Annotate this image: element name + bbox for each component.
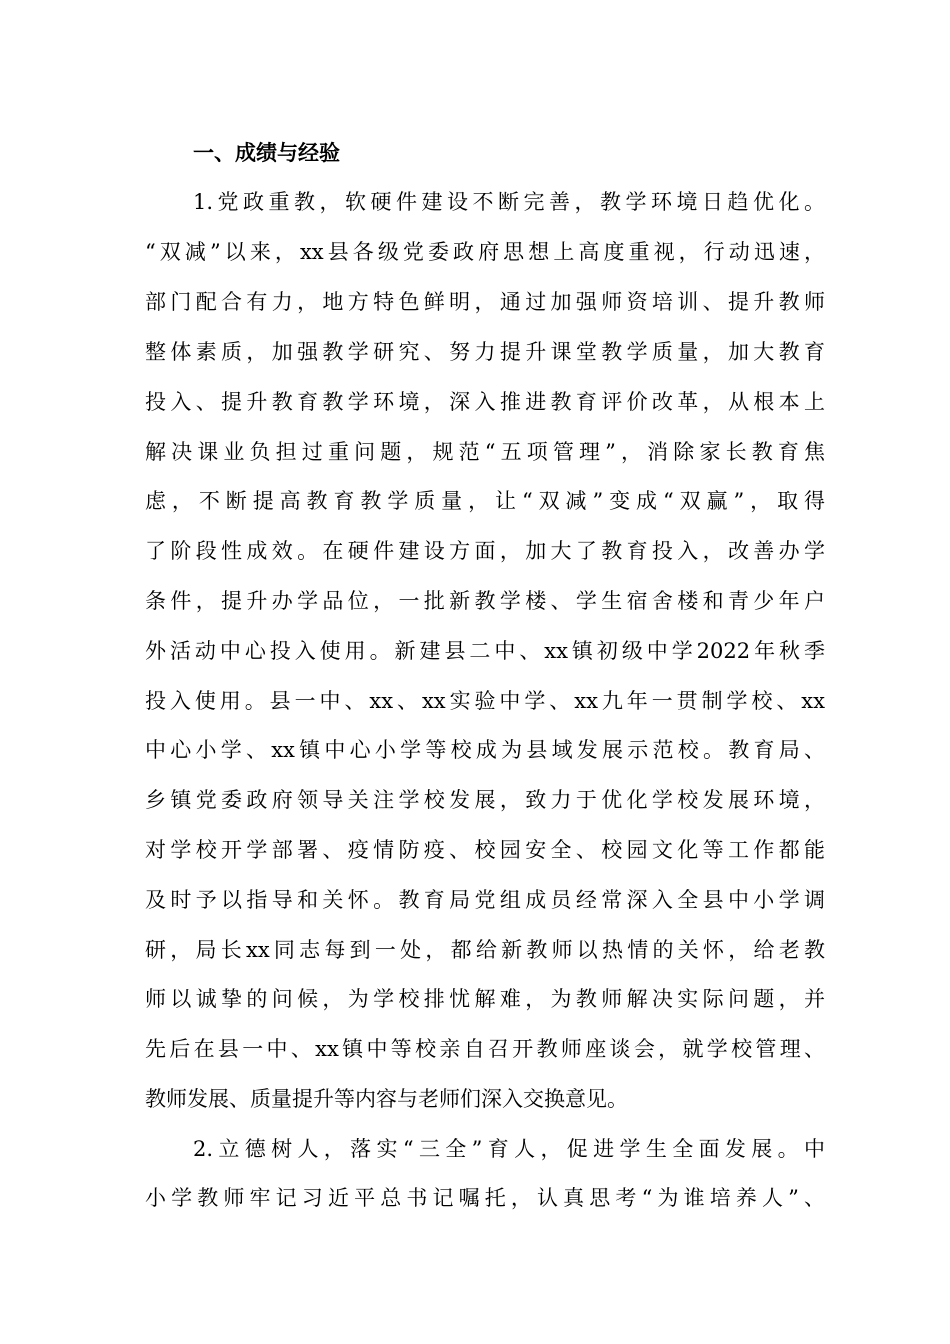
paragraph-1-line: 先后在县一中、xx镇中等校亲自召开教师座谈会，就学校管理、 xyxy=(145,1037,825,1061)
paragraph-1-line: 对学校开学部署、疫情防疫、校园安全、校园文化等工作都能 xyxy=(145,838,825,862)
paragraph-1-line: 投入、提升教育教学环境，深入推进教育评价改革，从根本上 xyxy=(145,390,825,414)
section-heading: 一、成绩与经验 xyxy=(193,141,340,165)
paragraph-2-line: 小学教师牢记习近平总书记嘱托，认真思考“为谁培养人”、 xyxy=(145,1186,825,1210)
paragraph-1-line: 师以诚挚的问候，为学校排忧解难，为教师解决实际问题，并 xyxy=(145,987,825,1011)
paragraph-1-line: 部门配合有力，地方特色鲜明，通过加强师资培训、提升教师 xyxy=(145,290,825,314)
paragraph-1-line: “双减”以来，xx县各级党委政府思想上高度重视，行动迅速， xyxy=(145,240,825,264)
paragraph-1-line: 教师发展、质量提升等内容与老师们深入交换意见。 xyxy=(145,1087,628,1111)
paragraph-1-line: 条件，提升办学品位，一批新教学楼、学生宿舍楼和青少年户 xyxy=(145,589,825,613)
paragraph-1-line: 投入使用。县一中、xx、xx实验中学、xx九年一贯制学校、xx xyxy=(145,689,825,713)
paragraph-1-line: 虑，不断提高教育教学质量，让“双减”变成“双赢”，取得 xyxy=(145,489,825,513)
paragraph-1-line: 研，局长xx同志每到一处，都给新教师以热情的关怀，给老教 xyxy=(145,938,825,962)
paragraph-1-line: 解决课业负担过重问题，规范“五项管理”，消除家长教育焦 xyxy=(145,440,825,464)
paragraph-1-line: 了阶段性成效。在硬件建设方面，加大了教育投入，改善办学 xyxy=(145,539,825,563)
paragraph-1-line: 乡镇党委政府领导关注学校发展，致力于优化学校发展环境， xyxy=(145,788,825,812)
paragraph-1-line: 中心小学、xx镇中心小学等校成为县域发展示范校。教育局、 xyxy=(145,738,825,762)
paragraph-1-line: 整体素质，加强教学研究、努力提升课堂教学质量，加大教育 xyxy=(145,340,825,364)
paragraph-1-line: 1.党政重教，软硬件建设不断完善，教学环境日趋优化。 xyxy=(193,190,825,214)
paragraph-1-line: 外活动中心投入使用。新建县二中、xx镇初级中学2022年秋季 xyxy=(145,639,825,663)
paragraph-1-line: 及时予以指导和关怀。教育局党组成员经常深入全县中小学调 xyxy=(145,888,825,912)
paragraph-2-line: 2.立德树人，落实“三全”育人，促进学生全面发展。中 xyxy=(193,1137,825,1161)
